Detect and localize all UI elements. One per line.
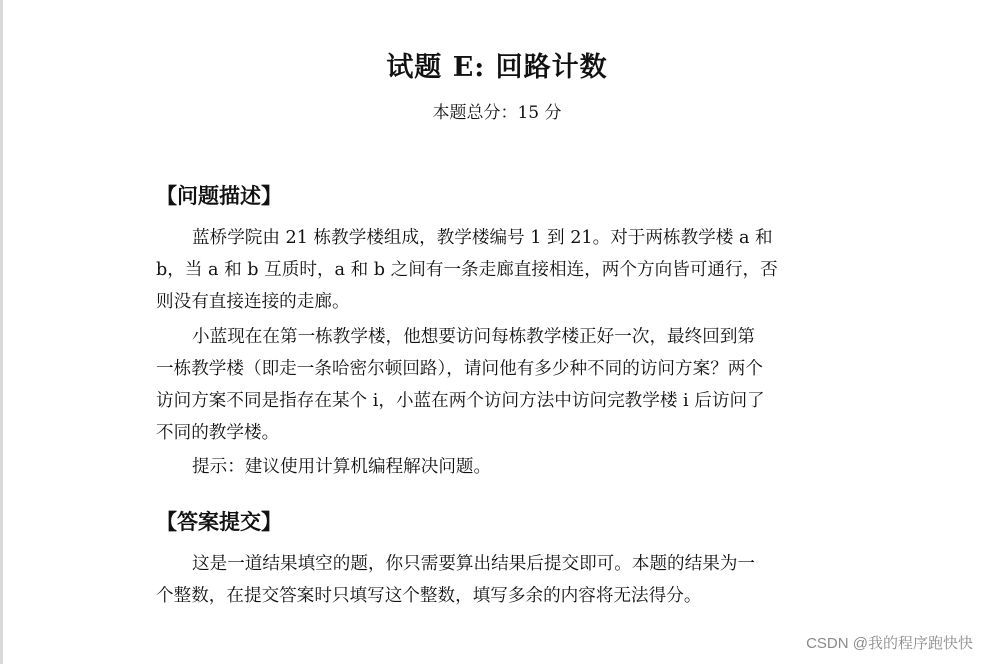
paragraph-line: 小蓝现在在第一栋教学楼，他想要访问每栋教学楼正好一次，最终回到第	[192, 327, 756, 347]
problem-description-heading: 【问题描述】	[156, 183, 282, 208]
hint-paragraph	[156, 451, 844, 483]
paragraph-line: 不同的教学楼。	[156, 423, 280, 443]
paragraph-line: 则没有直接连接的走廊。	[156, 292, 350, 312]
paragraph-line: b，当 a 和 b 互质时，a 和 b 之间有一条走廊直接相连，两个方向皆可通行，否	[156, 260, 778, 280]
answer-submission-heading: 【答案提交】	[156, 509, 282, 534]
paragraph-line: 一栋教学楼（即走一条哈密尔顿回路），请问他有多少种不同的访问方案？两个	[156, 359, 763, 379]
paragraph-line: 访问方案不同是指存在某个 i，小蓝在两个访问方法中访问完教学楼 i 后访问了	[156, 391, 765, 411]
answer-paragraph	[156, 548, 844, 612]
problem-paragraph-2	[156, 321, 844, 449]
csdn-watermark: CSDN @我的程序跑快快	[806, 635, 973, 652]
paragraph-line: 这是一道结果填空的题，你只需要算出结果后提交即可。本题的结果为一	[192, 554, 756, 574]
total-score: 本题总分：15 分	[432, 103, 562, 123]
paragraph-line: 个整数，在提交答案时只填写这个整数，填写多余的内容将无法得分。	[156, 586, 702, 606]
problem-title: 试题 E: 回路计数	[386, 52, 608, 83]
hint-text: 提示：建议使用计算机编程解决问题。	[192, 457, 492, 477]
paragraph-line: 蓝桥学院由 21 栋教学楼组成，教学楼编号 1 到 21。对于两栋教学楼 a 和	[192, 228, 773, 248]
problem-paragraph-1	[156, 222, 844, 318]
